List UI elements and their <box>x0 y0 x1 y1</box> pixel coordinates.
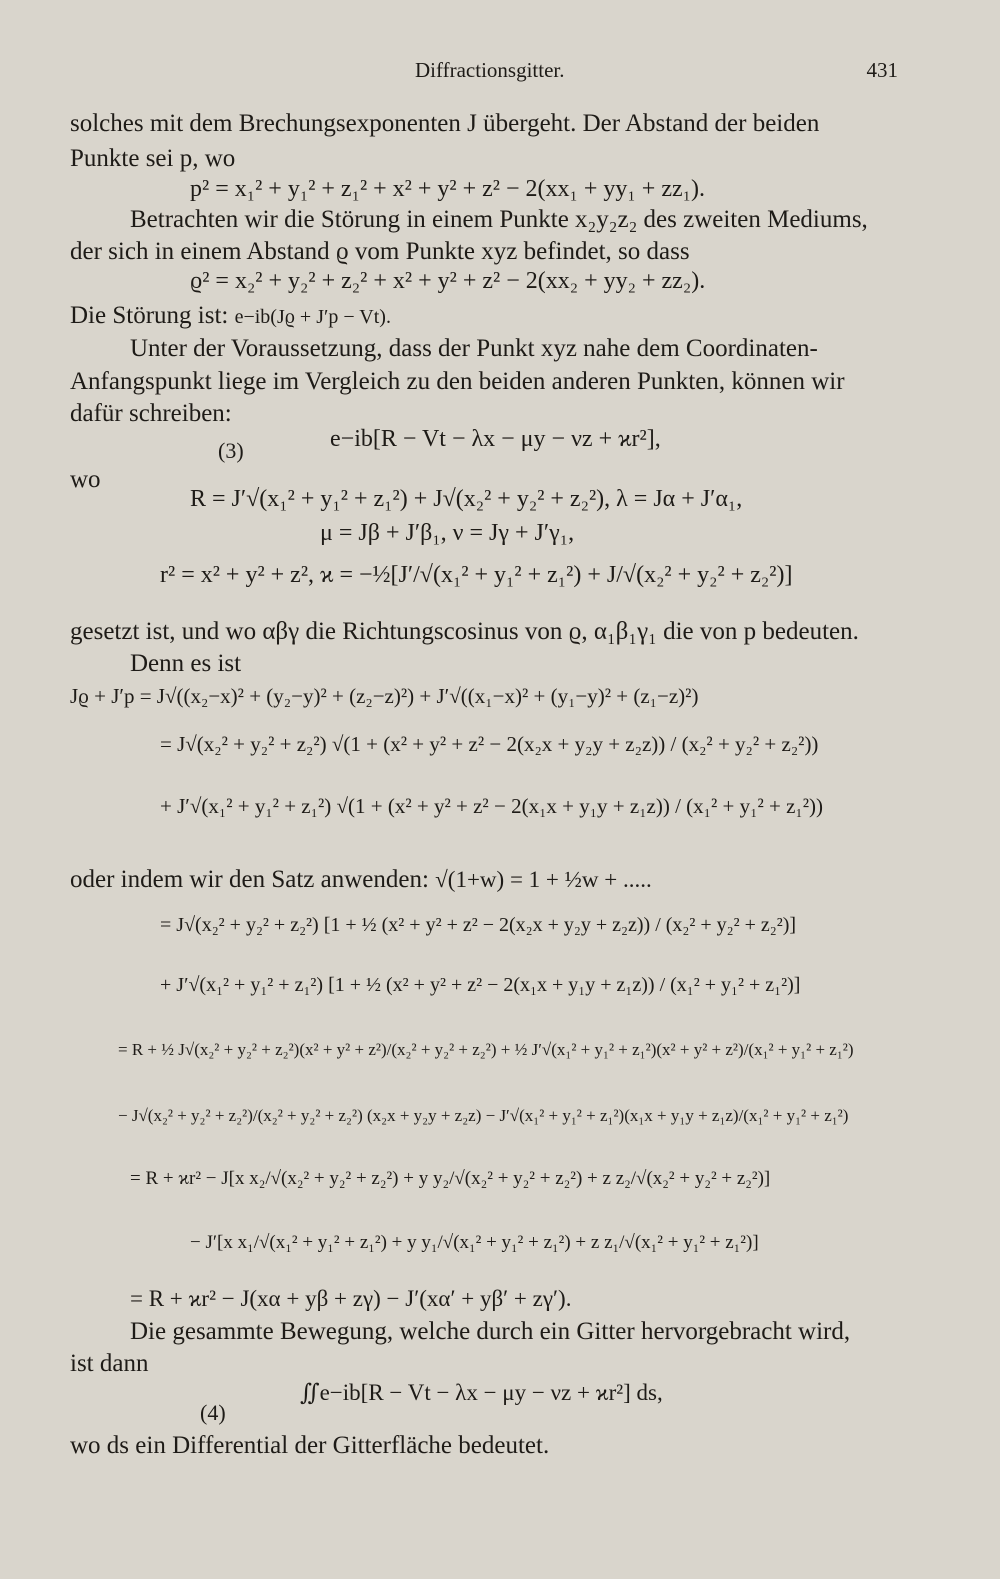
equation-derivation-1: Jϱ + J′p = J√((x₂−x)² + (y₂−y)² + (z₂−z)²) + J′√((x₁−x)² + (y₁−y)² + (z₁−z)²) <box>70 684 699 708</box>
equation-result-4: − J′[x x₁/√(x₁² + y₁² + z₁²) + y y₁/√(x₁² + y₁² + z₁²) + z z₁/√(x₁² + y₁² + z₁²)] <box>190 1232 759 1253</box>
equation-3: e−ib[R − Vt − λx − μy − νz + ϰr²], <box>330 426 661 452</box>
equation-number: (3) <box>218 438 244 463</box>
running-title: Diffractionsgitter. <box>415 58 565 82</box>
text-line: ist dann <box>70 1350 149 1377</box>
text-line: Die gesammte Bewegung, welche durch ein Gitter hervorgebracht wird, <box>130 1318 851 1345</box>
equation-expansion-2: + J′√(x₁² + y₁² + z₁²) [1 + ½ (x² + y² + z² − 2(x₁x + y₁y + z₁z)) / (x₁² + y₁² + z₁²)] <box>160 974 801 996</box>
text-line <box>70 302 391 330</box>
text-line: Denn es ist <box>130 650 242 677</box>
equation-mu-nu: μ = Jβ + J′β₁, ν = Jγ + J′γ₁, <box>320 520 575 546</box>
equation-R: R = J′√(x₁² + y₁² + z₁²) + J√(x₂² + y₂² + z₂²), λ = Jα + J′α₁, <box>190 486 743 512</box>
equation-result-3: = R + ϰr² − J[x x₂/√(x₂² + y₂² + z₂²) + y y₂/√(x₂² + y₂² + z₂²) + z z₂/√(x₂² + y₂² + z₂²)] <box>130 1168 771 1189</box>
equation-satz: √(1+w) = 1 + ½w + ..... <box>435 867 652 892</box>
text-line <box>70 866 652 894</box>
text-line: gesetzt ist, und wo αβγ die Richtungscosinus von ϱ, α₁β₁γ₁ die von p bedeuten. <box>70 618 859 645</box>
equation-stoerung: e−ib(Jϱ + J′p − Vt). <box>234 306 391 328</box>
text-label: Die Störung ist: <box>70 302 229 329</box>
equation-rho-squared: ϱ² = x₂² + y₂² + z₂² + x² + y² + z² − 2(xx₂ + yy₂ + zz₂). <box>190 268 706 294</box>
equation-number: (4) <box>200 1400 226 1425</box>
text-line: dafür schreiben: <box>70 400 232 427</box>
equation-derivation-3: + J′√(x₁² + y₁² + z₁²) √(1 + (x² + y² + z² − 2(x₁x + y₁y + z₁z)) / (x₁² + y₁² + z₁²)) <box>160 794 824 818</box>
equation-p-squared: p² = x₁² + y₁² + z₁² + x² + y² + z² − 2(xx₁ + yy₁ + zz₁). <box>190 176 705 202</box>
equation-r-kappa: r² = x² + y² + z², ϰ = −½[J′/√(x₁² + y₁² + z₁²) + J/√(x₂² + y₂² + z₂²)] <box>160 562 793 588</box>
equation-result-final: = R + ϰr² − J(xα + yβ + zγ) − J′(xα′ + yβ′ + zγ′). <box>130 1286 572 1311</box>
equation-result-1: = R + ½ J√(x₂² + y₂² + z₂²)(x² + y² + z²)/(x₂² + y₂² + z₂²) + ½ J′√(x₁² + y₁² + z₁²)(x² + y² + z²)/(x₁² + y₁² + z₁²) <box>118 1040 854 1059</box>
text-line: Betrachten wir die Störung in einem Punkte x₂y₂z₂ des zweiten Mediums, <box>130 206 868 233</box>
text-label: oder indem wir den Satz anwenden: <box>70 866 429 893</box>
equation-derivation-2: = J√(x₂² + y₂² + z₂²) √(1 + (x² + y² + z² − 2(x₂x + y₂y + z₂z)) / (x₂² + y₂² + z₂²)) <box>160 732 819 756</box>
text-line: Unter der Voraussetzung, dass der Punkt xyz nahe dem Coordinaten- <box>130 335 818 362</box>
text-line: wo <box>70 466 101 493</box>
page-number: 431 <box>866 58 898 82</box>
text-line: wo ds ein Differential der Gitterfläche bedeutet. <box>70 1432 550 1459</box>
equation-4: ∬e−ib[R − Vt − λx − μy − νz + ϰr²] ds, <box>300 1380 663 1405</box>
equation-result-2: − J√(x₂² + y₂² + z₂²)/(x₂² + y₂² + z₂²) (x₂x + y₂y + z₂z) − J′√(x₁² + y₁² + z₁²)(x₁x + y₁y + z₁z)/(x₁² + y₁² + z₁²) <box>118 1106 849 1125</box>
text-line: der sich in einem Abstand ϱ vom Punkte xyz befindet, so dass <box>70 238 690 265</box>
equation-expansion-1: = J√(x₂² + y₂² + z₂²) [1 + ½ (x² + y² + z² − 2(x₂x + y₂y + z₂z)) / (x₂² + y₂² + z₂²)] <box>160 914 797 936</box>
text-line: solches mit dem Brechungsexponenten J übergeht. Der Abstand der beiden <box>70 110 820 137</box>
running-header <box>0 58 1000 88</box>
text-line: Punkte sei p, wo <box>70 145 236 172</box>
text-line: Anfangspunkt liege im Vergleich zu den beiden anderen Punkten, können wir <box>70 368 845 395</box>
